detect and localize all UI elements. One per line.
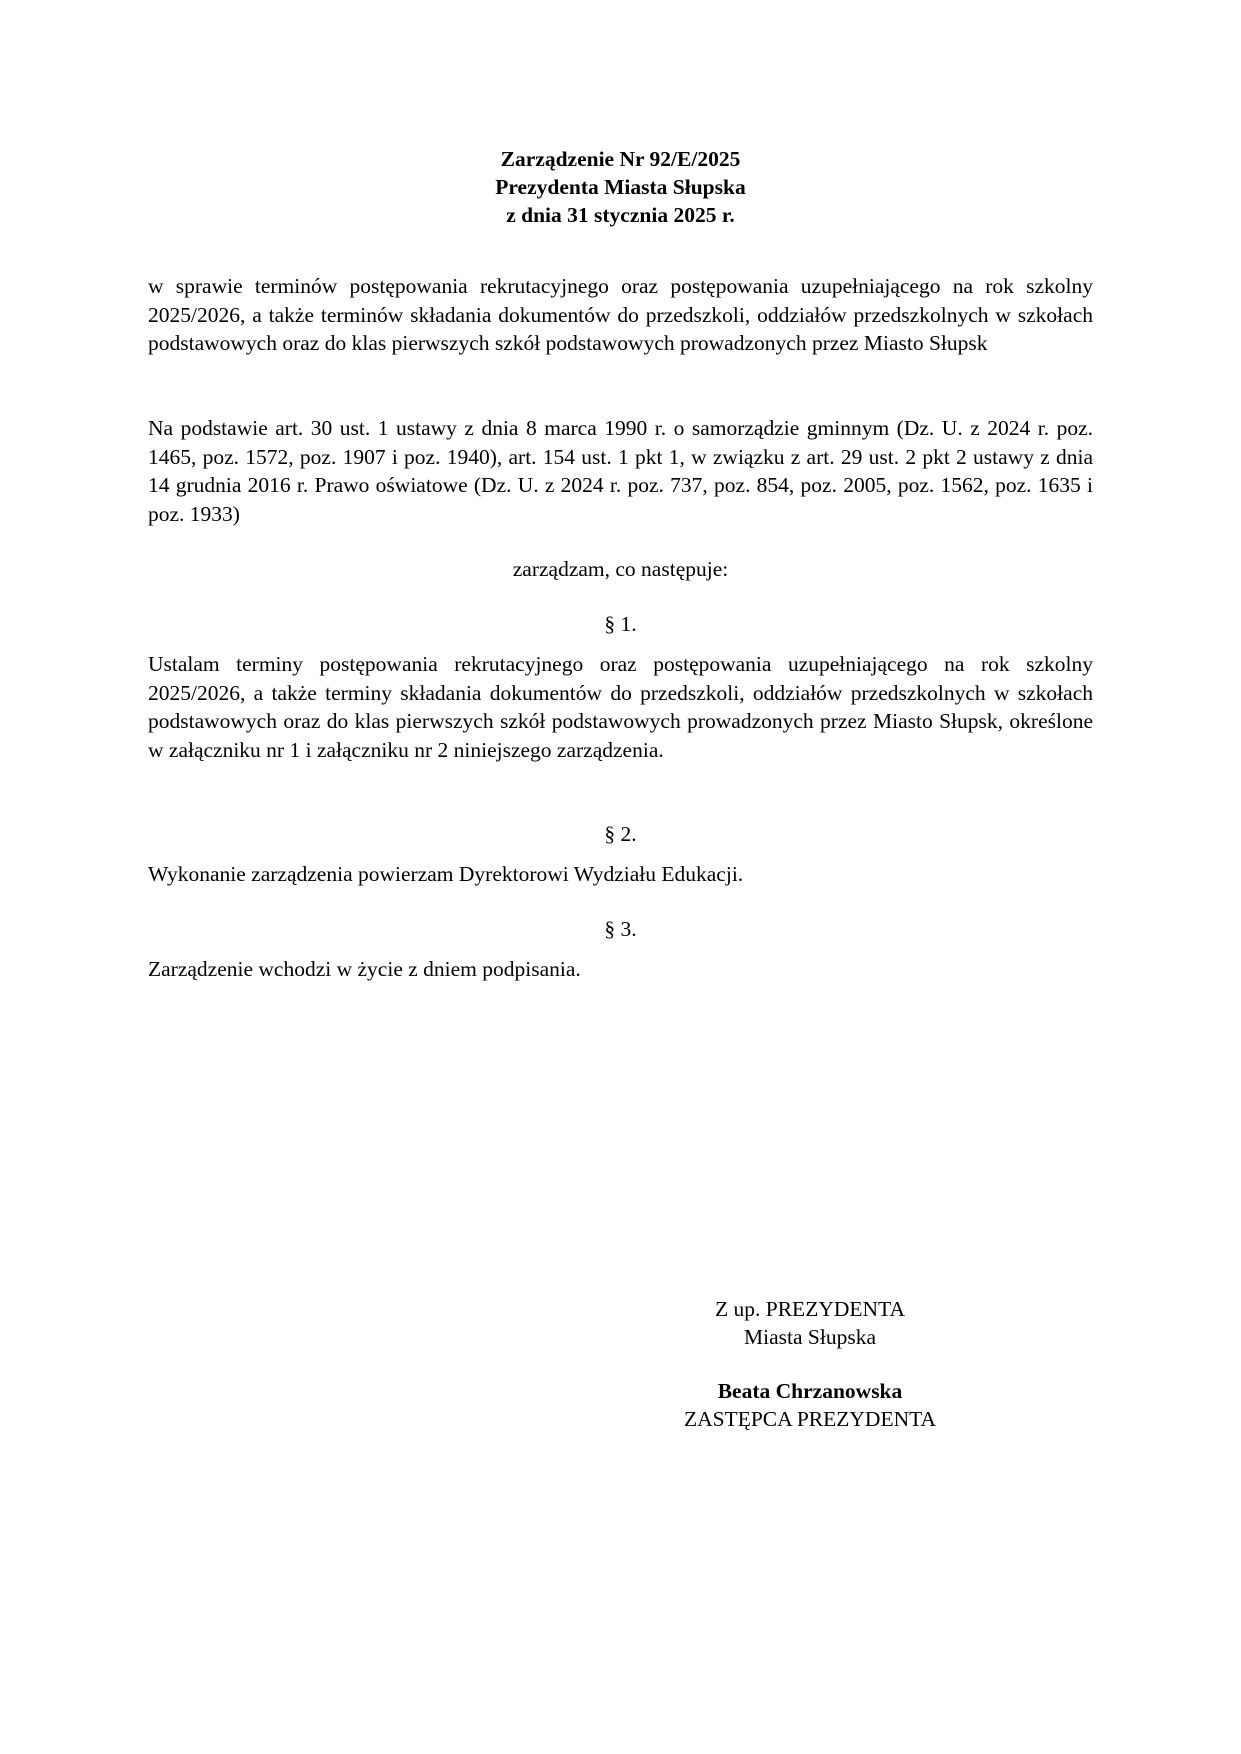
document-header xyxy=(0,145,1241,229)
paragraph-mark-3: § 3. xyxy=(604,917,637,941)
paragraph-mark-2: § 2. xyxy=(604,822,637,846)
signature-authority xyxy=(650,1295,970,1351)
signature-signer xyxy=(650,1377,970,1433)
signature-line-2: Miasta Słupska xyxy=(744,1325,876,1349)
signer-name: Beata Chrzanowska xyxy=(717,1379,903,1403)
paragraph-text-1: Ustalam terminy postępowania rekrutacyjnego oraz postępowania uzupełniającego na rok szkolny 2025/2026, a także terminy składania dokumentów do przedszkoli, oddziałów przedszkolnych w szkołach podstawowych oraz do klas pierwszych szkół podstawowych prowadzonych przez Miasto Słupsk, określone w załączniku nr 1 i załączniku nr 2 niniejszego zarządzenia. xyxy=(148,652,1093,762)
decree-phrase: zarządzam, co następuje: xyxy=(512,557,729,581)
paragraph-text-3: Zarządzenie wchodzi w życie z dniem podpisania. xyxy=(148,957,581,981)
signer-title: ZASTĘPCA PREZYDENTA xyxy=(683,1407,937,1431)
issuer: Prezydenta Miasta Słupska xyxy=(495,175,746,199)
signature-line-1: Z up. PREZYDENTA xyxy=(715,1297,905,1321)
decree-subject: w sprawie terminów postępowania rekrutacyjnego oraz postępowania uzupełniającego na rok szkolny 2025/2026, a także terminów składania dokumentów do przedszkoli, oddziałów przedszkolnych w szkołach podstawowych oraz do klas pierwszych szkół podstawowych prowadzonych przez Miasto Słupsk xyxy=(148,274,1093,355)
paragraph-mark-1: § 1. xyxy=(604,612,637,636)
legal-basis: Na podstawie art. 30 ust. 1 ustawy z dnia 8 marca 1990 r. o samorządzie gminnym (Dz. U. z 2024 r. poz. 1465, poz. 1572, poz. 1907 i poz. 1940), art. 154 ust. 1 pkt 1, w związku z art. 29 ust. 2 pkt 2 ustawy z dnia 14 grudnia 2016 r. Prawo oświatowe (Dz. U. z 2024 r. poz. 737, poz. 854, poz. 2005, poz. 1562, poz. 1635 i poz. 1933) xyxy=(148,416,1093,526)
decree-date: z dnia 31 stycznia 2025 r. xyxy=(506,203,735,227)
decree-number: Zarządzenie Nr 92/E/2025 xyxy=(500,147,741,171)
paragraph-text-2: Wykonanie zarządzenia powierzam Dyrektorowi Wydziału Edukacji. xyxy=(148,862,744,886)
